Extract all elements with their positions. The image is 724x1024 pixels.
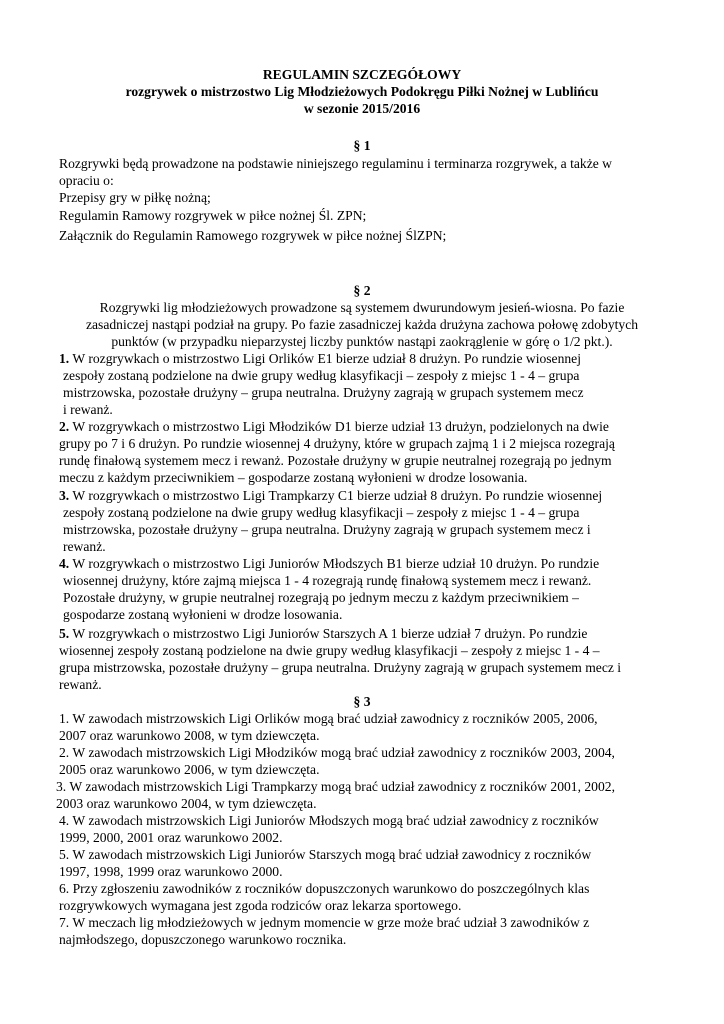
section-3-line: 1997, 1998, 1999 oraz warunkowo 2000. (59, 864, 283, 879)
section-3-line: 6. Przy zgłoszeniu zawodników z roczników dopuszczonych warunkowo do poszczególnych klas (59, 881, 590, 896)
section-2-item-2 (59, 418, 609, 435)
item-number: 1. (59, 351, 70, 366)
item-line: wiosennej drużyny, które zajmą miejsca 1 - 4 rozegrają rundę finałową systemem mecz i rewanż. (63, 573, 592, 588)
section-2-item-3 (59, 487, 602, 504)
item-line: grupa mistrzowska, pozostałe drużyny – grupa neutralna. Drużyny zagrają w grupach systemem mecz i (59, 660, 622, 675)
section-3-line: 3. W zawodach mistrzowskich Ligi Trampkarzy mogą brać udział zawodnicy z roczników 2001, 2002, (56, 779, 615, 794)
section-3-line: 2003 oraz warunkowo 2004, w tym dziewczęta. (56, 796, 317, 811)
section-2-intro-line: punktów (w przypadku nieparzystej liczby punktów nastąpi zaokrąglenie w górę o 1/2 pkt.). (111, 334, 613, 349)
section-3-line: 5. W zawodach mistrzowskich Ligi Juniorów Starszych mogą brać udział zawodnicy z roczników (59, 847, 592, 862)
section-3-line: 4. W zawodach mistrzowskich Ligi Juniorów Młodszych mogą brać udział zawodnicy z roczników (59, 813, 599, 828)
section-1-heading: § 1 (353, 138, 371, 153)
section-1-line: Przepisy gry w piłkę nożną; (59, 190, 211, 205)
item-line: rewanż. (63, 539, 106, 554)
section-3-line: 7. W meczach lig młodzieżowych w jednym momencie w grze może brać udział 3 zawodników z (59, 915, 590, 930)
item-number: 2. (59, 419, 70, 434)
section-2-item-5 (59, 625, 587, 642)
item-line: zespoły zostaną podzielone na dwie grupy według klasyfikacji – zespoły z miejsc 1 - 4 – grupa (63, 505, 580, 520)
section-1-line: Załącznik do Regulamin Ramowego rozgrywek w piłce nożnej ŚlZPN; (59, 228, 447, 243)
item-line: rundę finałową systemem mecz i rewanż. Pozostałe drużyny w grupie neutralnej rozegrają po jednym (59, 453, 612, 468)
section-1-line: Regulamin Ramowy rozgrywek w piłce nożnej Śl. ZPN; (59, 208, 367, 223)
item-line: mistrzowska, pozostałe drużyny – grupa neutralna. Drużyny zagrają w grupach systemem mecz (63, 385, 584, 400)
section-3-line: 2007 oraz warunkowo 2008, w tym dziewczęta. (59, 728, 320, 743)
item-line: Pozostałe drużyny, w grupie neutralnej rozegrają po jednym meczu z każdym przeciwnikiem – (63, 590, 579, 605)
section-3-line: 1. W zawodach mistrzowskich Ligi Orlików mogą brać udział zawodnicy z roczników 2005, 2006, (59, 711, 598, 726)
section-2-intro-line: Rozgrywki lig młodzieżowych prowadzone są systemem dwurundowym jesień-wiosna. Po fazie (99, 300, 625, 315)
item-text: W rozgrywkach o mistrzostwo Ligi Orlików E1 bierze udział 8 drużyn. Po rundzie wiosennej (72, 351, 581, 366)
item-text: W rozgrywkach o mistrzostwo Ligi Juniorów Młodszych B1 bierze udział 10 drużyn. Po rundzie (72, 556, 600, 571)
document-title: REGULAMIN SZCZEGÓŁOWY (262, 67, 462, 82)
section-1-line: opraciu o: (59, 173, 114, 188)
section-3-line: najmłodszego, dopuszczonego warunkowo rocznika. (59, 932, 347, 947)
item-line: meczu z każdym przeciwnikiem – gospodarze zostaną wyłonieni w drodze losowania. (59, 470, 528, 485)
section-3-line: rozgrywkowych wymagana jest zgoda rodziców oraz lekarza sportowego. (59, 898, 462, 913)
item-line: wiosennej zespoły zostaną podzielone na dwie grupy według klasyfikacji – zespoły z miejsc 1 - 4 – (59, 643, 600, 658)
section-2-intro-line: zasadniczej nastąpi podział na grupy. Po fazie zasadniczej każda drużyna zachowa połowę zdobytych (85, 317, 639, 332)
section-2-item-4 (59, 555, 599, 572)
section-2-heading: § 2 (353, 283, 371, 298)
document-subtitle: rozgrywek o mistrzostwo Lig Młodzieżowych Podokręgu Piłki Nożnej w Lublińcu (125, 84, 599, 99)
document-season: w sezonie 2015/2016 (303, 101, 421, 116)
section-3-heading: § 3 (353, 694, 371, 709)
item-number: 5. (59, 626, 70, 641)
item-line: mistrzowska, pozostałe drużyny – grupa neutralna. Drużyny zagrają w grupach systemem mecz i (63, 522, 591, 537)
item-line: zespoły zostaną podzielone na dwie grupy według klasyfikacji – zespoły z miejsc 1 - 4 – grupa (63, 368, 580, 383)
item-line: rewanż. (59, 677, 102, 692)
item-line: gospodarze zostaną wyłonieni w drodze losowania. (63, 607, 343, 622)
section-3-line: 1999, 2000, 2001 oraz warunkowo 2002. (59, 830, 283, 845)
section-3-line: 2005 oraz warunkowo 2006, w tym dziewczęta. (59, 762, 320, 777)
item-text: W rozgrywkach o mistrzostwo Ligi Juniorów Starszych A 1 bierze udział 7 drużyn. Po rundzie (72, 626, 588, 641)
item-number: 4. (59, 556, 70, 571)
item-line: i rewanż. (63, 402, 113, 417)
section-1-line: Rozgrywki będą prowadzone na podstawie niniejszego regulaminu i terminarza rozgrywek, a także w (59, 156, 612, 171)
item-line: grupy po 7 i 6 drużyn. Po rundzie wiosennej 4 drużyny, które w grupach zajmą 1 i 2 miejsca rozegrają (59, 436, 615, 451)
section-2-item-1 (59, 350, 581, 367)
item-text: W rozgrywkach o mistrzostwo Ligi Trampkarzy C1 bierze udział 8 drużyn. Po rundzie wiosennej (72, 488, 603, 503)
item-text: W rozgrywkach o mistrzostwo Ligi Młodzików D1 bierze udział 13 drużyn, podzielonych na dwie (72, 419, 609, 434)
section-3-line: 2. W zawodach mistrzowskich Ligi Młodzików mogą brać udział zawodnicy z roczników 2003, 2004, (59, 745, 615, 760)
item-number: 3. (59, 488, 70, 503)
